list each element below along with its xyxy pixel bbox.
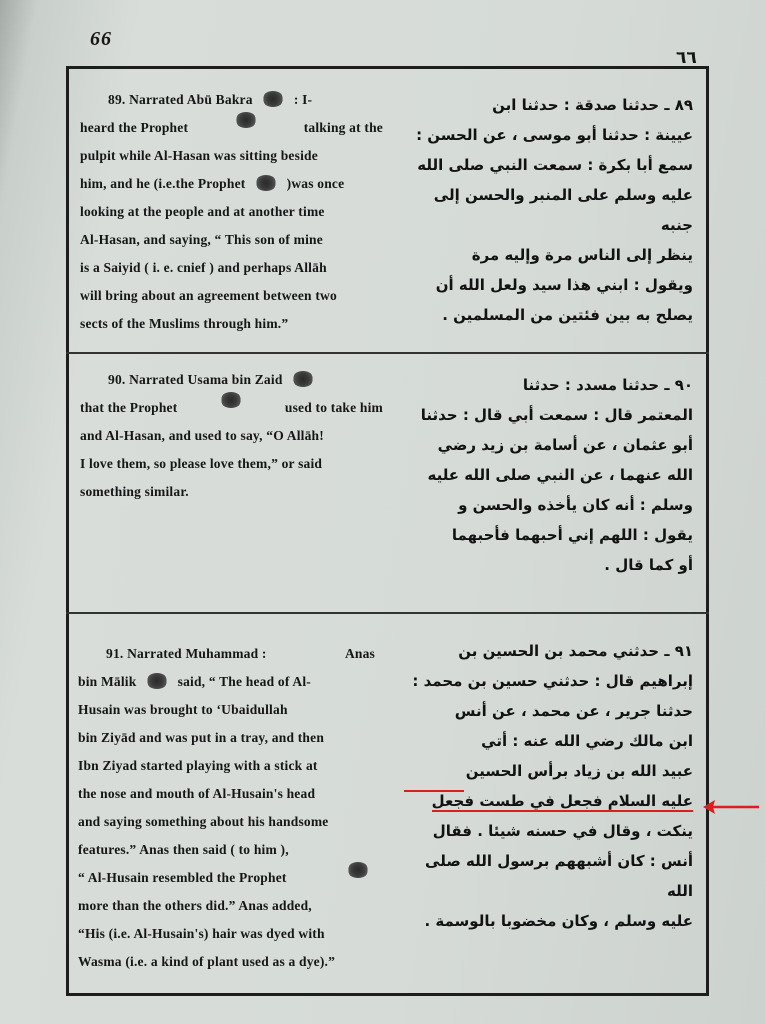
hadith-91-narrator: Narrated Muhammad : bbox=[127, 646, 267, 661]
hadith-89-line-4 bbox=[80, 170, 383, 198]
hadith-91-ar-line: عليه وسلم ، وكان مخضوبا بالوسمة . bbox=[424, 912, 693, 930]
hadith-90-line-1 bbox=[80, 366, 383, 394]
hadith-91-text: said, “ The head of Al- bbox=[177, 674, 311, 689]
hadith-91-line-2 bbox=[78, 668, 375, 696]
hadith-91-line-10 bbox=[78, 864, 375, 892]
hadith-89-arabic bbox=[400, 90, 693, 330]
hadith-91-text: Wasma (i.e. a kind of plant used as a dye).” bbox=[78, 954, 336, 969]
hadith-91-text: “ Al-Husain resembled the Prophet bbox=[78, 870, 287, 885]
hadith-89-ar-line: عيينة : حدثنا أبو موسى ، عن الحسن : bbox=[416, 126, 693, 144]
section-divider bbox=[66, 352, 709, 354]
hadith-89-text: is a Saiyid ( i. e. cnief ) and perhaps Allāh bbox=[80, 260, 327, 275]
hadith-89-ar-line: ويقول : ابني هذا سيد ولعل الله أن bbox=[435, 276, 693, 294]
salutation-seal-icon bbox=[255, 175, 277, 191]
hadith-90-text: used to take him bbox=[284, 400, 383, 415]
hadith-90-ar-line: الله عنهما ، عن النبي صلى الله عليه bbox=[427, 466, 693, 484]
section-divider bbox=[66, 612, 709, 614]
hadith-91-text: features.” Anas then said ( to him ), bbox=[78, 842, 289, 857]
page-number-en: 66 bbox=[90, 28, 112, 50]
hadith-91-text: the nose and mouth of Al-Husain's head bbox=[78, 786, 316, 801]
hadith-91-number: 91. bbox=[106, 646, 124, 661]
hadith-90-ar-line: أو كما قال . bbox=[604, 556, 693, 574]
hadith-90-line-2 bbox=[80, 394, 383, 422]
hadith-90-number: 90. bbox=[108, 372, 126, 387]
hadith-91-ar-line: إبراهيم قال : حدثني حسين بن محمد : bbox=[412, 672, 693, 690]
hadith-89-text: )was once bbox=[286, 176, 345, 191]
hadith-89-text: sects of the Muslims through him.” bbox=[80, 316, 289, 331]
salutation-seal-icon bbox=[220, 392, 242, 408]
hadith-89-text: talking at the bbox=[303, 120, 383, 135]
salutation-seal-icon bbox=[262, 91, 284, 107]
hadith-91-ar-line: ٩١ ـ حدثني محمد بن الحسين بن bbox=[458, 642, 693, 660]
hadith-89-text: pulpit while Al-Hasan was sitting beside bbox=[80, 148, 318, 163]
hadith-90-ar-line: يقول : اللهم إني أحبهما فأحبهما bbox=[451, 526, 693, 544]
hadith-89-narrator: Narrated Abū Bakra bbox=[129, 92, 253, 107]
page-number-ar: ٦٦ bbox=[676, 48, 697, 68]
hadith-89-line-1 bbox=[80, 86, 383, 114]
hadith-90-ar-line: وسلم : أنه كان يأخذه والحسن و bbox=[458, 496, 693, 514]
hadith-89-line-2 bbox=[80, 114, 383, 142]
salutation-seal-icon bbox=[146, 673, 168, 689]
hadith-91-text: “His (i.e. Al-Husain's) hair was dyed with bbox=[78, 926, 325, 941]
hadith-89-text: Al-Hasan, and saying, “ This son of mine bbox=[80, 232, 323, 247]
hadith-89-text: him, and he (i.e.the Prophet bbox=[80, 176, 246, 191]
hadith-90-narrator: Narrated Usama bin Zaid bbox=[129, 372, 283, 387]
hadith-91-text: bin Mālik bbox=[78, 674, 137, 689]
hadith-90-text: something similar. bbox=[80, 484, 189, 499]
red-arrow-icon bbox=[703, 797, 761, 817]
hadith-90-ar-line: ٩٠ ـ حدثنا مسدد : حدثنا bbox=[522, 376, 693, 394]
hadith-89-text: looking at the people and at another time bbox=[80, 204, 325, 219]
salutation-seal-icon bbox=[347, 862, 369, 878]
hadith-89-ar-line: ٨٩ ـ حدثنا صدقة : حدثنا ابن bbox=[492, 96, 693, 114]
hadith-91-text: Husain was brought to ‘Ubaidullah bbox=[78, 702, 288, 717]
hadith-91-text: Anas bbox=[344, 646, 375, 661]
hadith-89-ar-line: يصلح به بين فئتين من المسلمين . bbox=[442, 306, 693, 324]
hadith-91-text: and saying something about his handsome bbox=[78, 814, 329, 829]
hadith-89-text: will bring about an agreement between two bbox=[80, 288, 337, 303]
hadith-91-line-1 bbox=[78, 640, 375, 668]
hadith-89-text: : I- bbox=[293, 92, 313, 107]
hadith-91-text: bin Ziyād and was put in a tray, and then bbox=[78, 730, 325, 745]
hadith-90-text: I love them, so please love them,” or said bbox=[80, 456, 323, 471]
hadith-89-ar-line: ينظر إلى الناس مرة وإليه مرة bbox=[471, 246, 693, 264]
hadith-91-ar-line: حدثنا جرير ، عن محمد ، عن أنس bbox=[454, 702, 693, 720]
hadith-89-ar-line: سمع أبا بكرة : سمعت النبي صلى الله bbox=[417, 156, 693, 174]
hadith-90-english bbox=[80, 366, 383, 506]
salutation-seal-icon bbox=[292, 371, 314, 387]
hadith-91-english bbox=[78, 640, 375, 976]
hadith-90-arabic bbox=[400, 370, 693, 580]
hadith-91-ar-line: عبيد الله بن زياد برأس الحسين bbox=[465, 762, 693, 780]
hadith-91-ar-line: أنس : كان أشبههم برسول الله صلى الله bbox=[425, 852, 693, 900]
red-underline-mark bbox=[404, 790, 464, 792]
hadith-90-text: and Al-Hasan, and used to say, “O Allāh! bbox=[80, 428, 324, 443]
hadith-91-arabic bbox=[400, 636, 693, 936]
hadith-91-ar-line-underlined bbox=[400, 756, 693, 786]
hadith-91-text: Ibn Ziyad started playing with a stick at bbox=[78, 758, 318, 773]
hadith-90-ar-line: المعتمر قال : سمعت أبي قال : حدثنا bbox=[420, 406, 693, 424]
hadith-89-text: heard the Prophet bbox=[80, 120, 189, 135]
hadith-91-ar-line: عليه السلام فجعل في طست فجعل bbox=[431, 792, 693, 810]
hadith-90-text: that the Prophet bbox=[80, 400, 178, 415]
hadith-91-ar-line: ينكت ، وقال في حسنه شيئا . فقال bbox=[432, 822, 693, 840]
hadith-89-english bbox=[80, 86, 383, 338]
hadith-90-ar-line: أبو عثمان ، عن أسامة بن زيد رضي bbox=[437, 436, 693, 454]
hadith-91-ar-line: ابن مالك رضي الله عنه : أتي bbox=[481, 732, 693, 750]
hadith-89-ar-line: عليه وسلم على المنبر والحسن إلى جنبه bbox=[433, 186, 693, 234]
hadith-91-text: more than the others did.” Anas added, bbox=[78, 898, 312, 913]
salutation-seal-icon bbox=[235, 112, 257, 128]
hadith-89-number: 89. bbox=[108, 92, 126, 107]
